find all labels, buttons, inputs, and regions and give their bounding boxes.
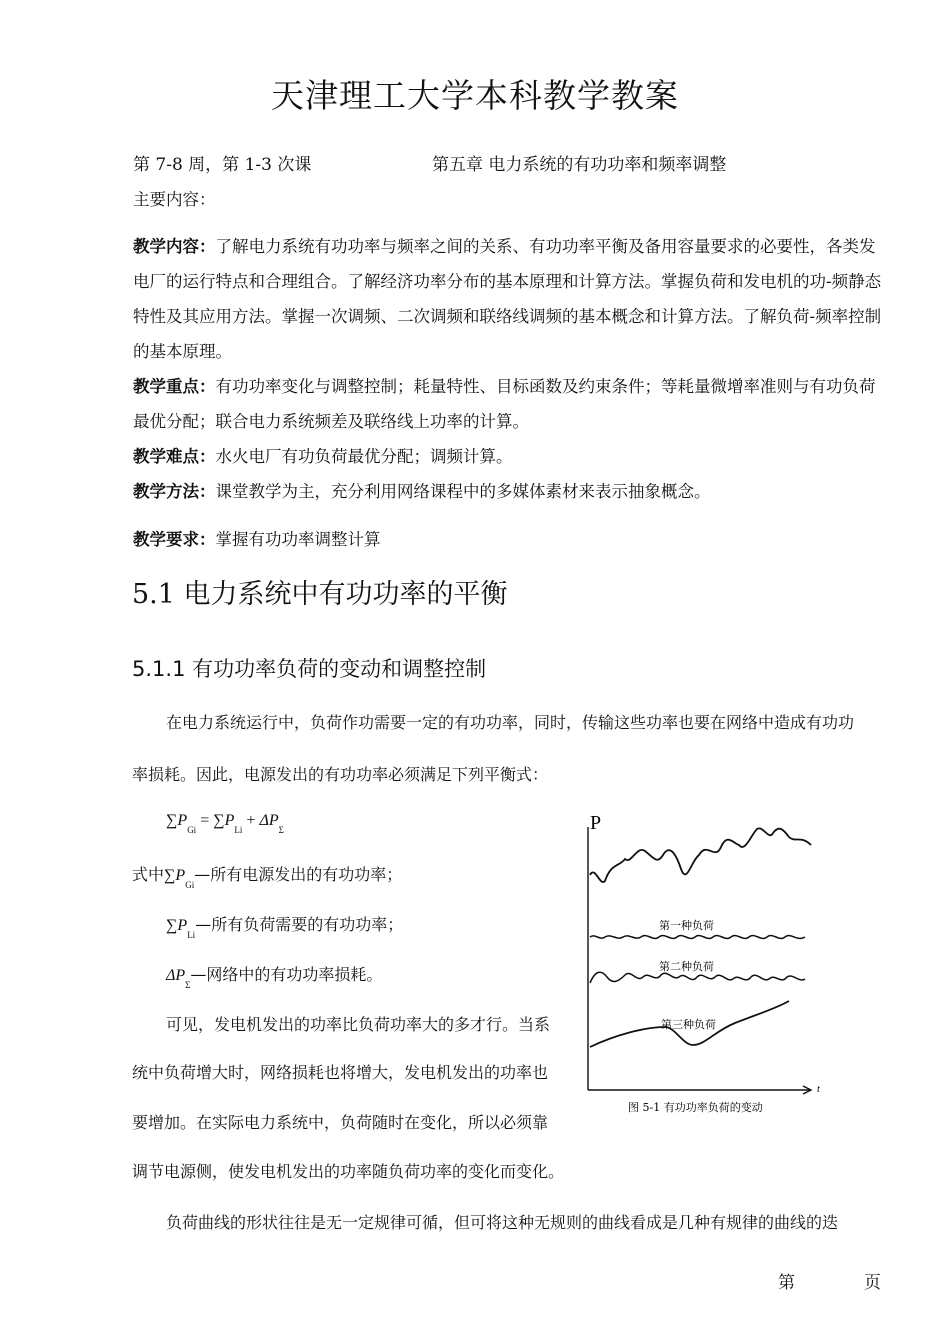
- curve-label-3: 第三种负荷: [661, 1018, 716, 1031]
- section-text: 了解电力系统有功功率与频率之间的关系、有功功率平衡及备用容量要求的必要性，各类发电厂的运行特点和合理组合。了解经济功率分布的基本原理和计算方法。掌握负荷和发电机的功-频静态特性及其应用方法。掌握一次调频、二次调频和联络线调频的基本概念和计算方法。了解负荷-频率控制的基本原理。: [133, 237, 882, 361]
- x-axis-label: t: [817, 1084, 820, 1095]
- section-methods: [133, 474, 883, 509]
- definition-loss: $\Delta P_\Sigma—$网络中的有功功率损耗。: [166, 965, 383, 990]
- paragraph-2-line-4: 调节电源侧，使发电机发出的功率随负荷功率的变化而变化。: [132, 1162, 565, 1181]
- main-content-label: 主要内容：: [133, 190, 216, 209]
- total-load-curve: [590, 828, 811, 882]
- week-info: 第 7-8 周，第 1-3 次课: [133, 155, 312, 175]
- section-content: [133, 229, 883, 369]
- figure-caption: 图 5-1 有功功率负荷的变动: [628, 1101, 763, 1114]
- paragraph-3-line-1: 负荷曲线的形状往往是无一定规律可循，但可将这种无规则的曲线看成是几种有规律的曲线的迭: [166, 1213, 839, 1232]
- chapter-info: 第五章 电力系统的有功功率和频率调整: [432, 155, 727, 175]
- section-text: 课堂教学为主，充分利用网络课程中的多媒体素材来表示抽象概念。: [215, 482, 711, 501]
- paragraph-1-line-1: 在电力系统运行中，负荷作功需要一定的有功功率，同时，传输这些功率也要在网络中造成有功功: [166, 713, 855, 732]
- paragraph-2-line-2: 统中负荷增大时，网络损耗也将增大，发电机发出的功率也: [132, 1063, 549, 1082]
- section-label: 教学方法：: [133, 482, 216, 501]
- document-title: 天津理工大学本科教学教案: [271, 76, 679, 115]
- section-label: 教学内容：: [133, 237, 216, 256]
- load-variation-figure: [575, 805, 835, 1125]
- definition-li: $\sum P_{Li}—$所有负荷需要的有功功率；: [166, 915, 404, 940]
- footer-page-suffix: 页: [864, 1273, 881, 1293]
- definition-gi: 式中$\sum P_{Gi}—$所有电源发出的有功功率；: [132, 865, 403, 890]
- balance-formula: $\sum P_{Gi} = \sum P_{Li} + \Delta P_\Sigma$: [166, 812, 284, 835]
- section-key-points: [133, 369, 883, 439]
- heading-5-1-1: 5.1.1 有功功率负荷的变动和调整控制: [132, 657, 487, 681]
- section-label: 教学重点：: [133, 377, 216, 396]
- section-label: 教学要求：: [133, 530, 216, 549]
- section-text: 有功功率变化与调整控制；耗量特性、目标函数及约束条件；等耗量微增率准则与有功负荷最优分配；联合电力系统频差及联络线上功率的计算。: [133, 377, 876, 431]
- paragraph-1-line-2: 率损耗。因此，电源发出的有功功率必须满足下列平衡式：: [132, 765, 549, 784]
- curve-label-2: 第二种负荷: [659, 960, 714, 973]
- section-text: 水火电厂有功负荷最优分配；调频计算。: [215, 447, 513, 466]
- heading-5-1: 5.1 电力系统中有功功率的平衡: [132, 579, 508, 610]
- y-axis-label: P: [590, 812, 602, 834]
- paragraph-2-line-3: 要增加。在实际电力系统中，负荷随时在变化，所以必须靠: [132, 1113, 549, 1132]
- section-label: 教学难点：: [133, 447, 216, 466]
- footer-page-prefix: 第: [778, 1273, 795, 1293]
- section-text: 掌握有功功率调整计算: [215, 530, 381, 549]
- section-difficulties: [133, 439, 883, 474]
- paragraph-2-line-1: 可见，发电机发出的功率比负荷功率大的多才行。当系: [166, 1015, 551, 1034]
- load-curve-1: [590, 936, 805, 939]
- section-requirements: [133, 522, 883, 557]
- curve-label-1: 第一种负荷: [659, 919, 714, 932]
- load-curve-2: [590, 972, 805, 983]
